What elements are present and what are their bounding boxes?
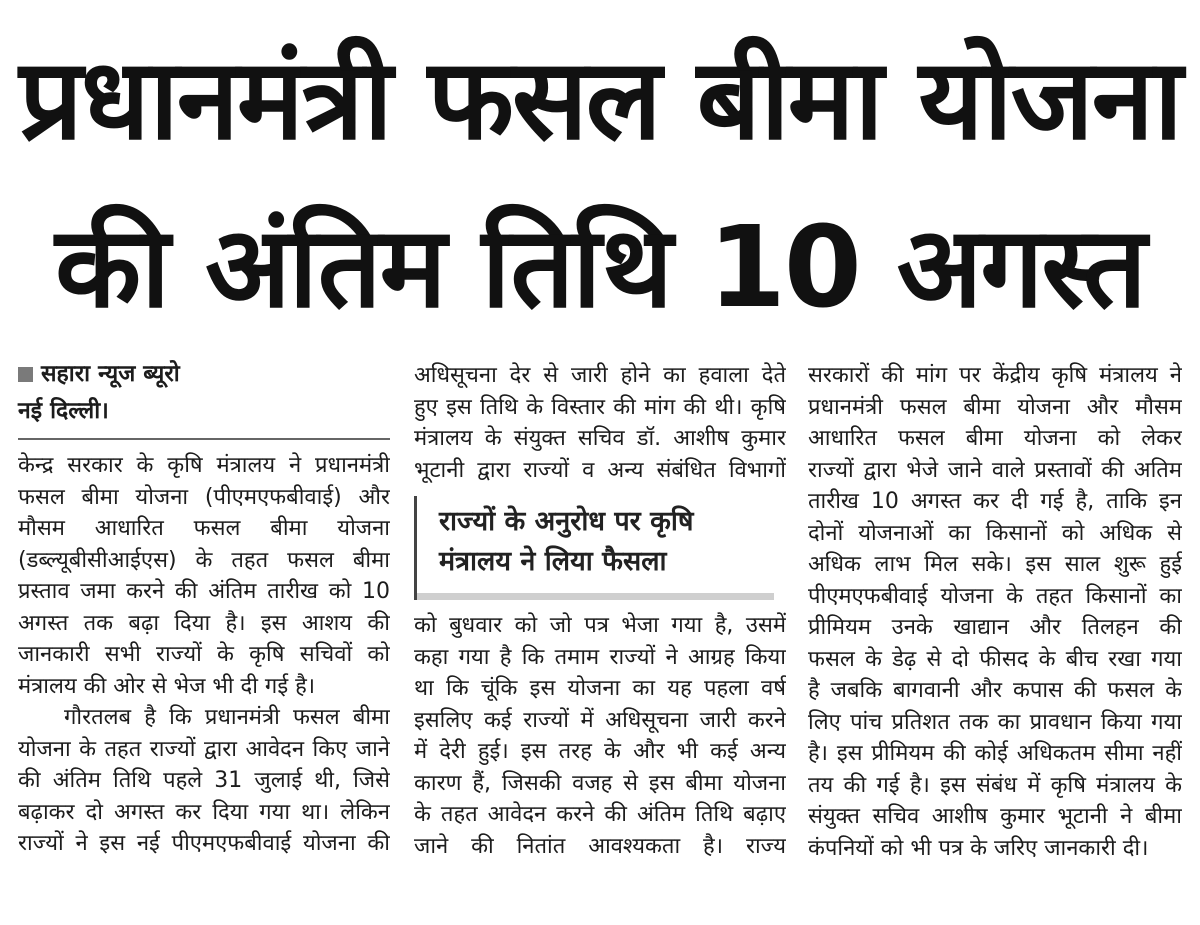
- paragraph-line: के तहत आवेदन करने की अंतिम तिथि बढ़ाए: [414, 802, 786, 827]
- paragraph-line: संयुक्त सचिव आशीष कुमार भूटानी ने बीमा: [808, 804, 1182, 829]
- paragraph-line: योजना के तहत राज्यों द्वारा आवेदन किए जाने: [18, 736, 390, 762]
- paragraph-line: बढ़ाकर दो अगस्त कर दिया गया था। लेकिन: [18, 799, 390, 825]
- paragraph-line: गौरतलब है कि प्रधानमंत्री फसल बीमा: [64, 705, 390, 730]
- paragraph-line: प्रस्ताव जमा करने की अंतिम तारीख को 10: [18, 579, 390, 604]
- paragraph-line: जाने की नितांत आवश्यकता है। राज्य: [414, 833, 786, 859]
- paragraph-line: में देरी हुई। इस तरह के और भी कई अन्य: [414, 739, 786, 764]
- article-column-2: [414, 360, 786, 862]
- article-column-3: [808, 360, 1182, 864]
- paragraph-line: की अंतिम तिथि पहले 31 जुलाई थी, जिसे: [18, 768, 390, 793]
- headline-line-1: प्रधानमंत्री फसल बीमा योजना: [19, 35, 1181, 165]
- paragraph-line: इसलिए कई राज्यों में अधिसूचना जारी करने: [414, 707, 786, 733]
- paragraph-line: हुए इस तिथि के विस्तार की मांग की थी। कृषि: [414, 394, 786, 420]
- paragraph-line: राज्यों ने इस नई पीएमएफबीवाई योजना की: [18, 831, 390, 856]
- paragraph-line: को बुधवार को जो पत्र भेजा गया है, उसमें: [414, 613, 786, 638]
- paragraph-line: फसल बीमा योजना (पीएमएफबीवाई) और: [18, 484, 390, 510]
- byline: [18, 360, 390, 388]
- square-bullet-icon: [18, 367, 33, 382]
- pullquote-underline: [417, 593, 774, 600]
- paragraph-line: केन्द्र सरकार के कृषि मंत्रालय ने प्रधानमंत्री: [18, 453, 390, 478]
- byline-divider: [18, 438, 390, 440]
- paragraph-line: है। इस प्रीमियम की कोई अधिकतम सीमा नहीं: [808, 741, 1182, 766]
- paragraph-line: अगस्त तक बढ़ा दिया है। इस आशय की: [18, 610, 390, 636]
- dateline: नई दिल्ली।: [18, 398, 109, 424]
- paragraph-line: प्रीमियम उनके खाद्यान और तिलहन की: [808, 615, 1182, 640]
- paragraph-line: अधिक लाभ मिल सके। इस साल शुरू हुई: [808, 552, 1182, 577]
- paragraph-line: (डब्ल्यूबीसीआईएस) के तहत फसल बीमा: [18, 547, 390, 573]
- paragraph-line: मंत्रालय के संयुक्त सचिव डॉ. आशीष कुमार: [414, 426, 786, 451]
- paragraph-line: तय की गई है। इस संबंध में कृषि मंत्रालय के: [808, 772, 1182, 798]
- article-column-1: [18, 360, 390, 860]
- paragraph-line: फसल के डेढ़ से दो फीसद के बीच रखा गया: [808, 646, 1182, 672]
- paragraph-line: कहा गया है कि तमाम राज्यों ने आग्रह किया: [414, 644, 786, 670]
- paragraph-line: अधिसूचना देर से जारी होने का हवाला देते: [414, 363, 786, 388]
- headline-line-2: की अंतिम तिथि 10 अगस्त: [55, 203, 1145, 333]
- paragraph-line: था कि चूंकि इस योजना का यह पहला वर्ष: [414, 676, 786, 701]
- paragraph-line: मंत्रालय की ओर से भेज भी दी गई है।: [18, 673, 316, 699]
- paragraph-line: कंपनियों को भी पत्र के जरिए जानकारी दी।: [808, 835, 1149, 861]
- paragraph-line: है जबकि बागवानी और कपास की फसल के: [808, 678, 1182, 703]
- paragraph-line: कारण हैं, जिसकी वजह से इस बीमा योजना: [414, 770, 786, 796]
- paragraph-line: सरकारों की मांग पर केंद्रीय कृषि मंत्रालय ने: [808, 363, 1182, 388]
- paragraph-line: आधारित फसल बीमा योजना को लेकर: [808, 426, 1182, 451]
- pullquote-line-1: राज्यों के अनुरोध पर कृषि: [439, 506, 694, 537]
- paragraph-line: दोनों योजनाओं का किसानों को अधिक से: [808, 520, 1182, 546]
- paragraph-line: पीएमएफबीवाई योजना के तहत किसानों का: [808, 583, 1182, 609]
- paragraph-line: लिए पांच प्रतिशत तक का प्रावधान किया गया: [808, 709, 1182, 735]
- byline-bureau: सहारा न्यूज ब्यूरो: [41, 361, 180, 387]
- paragraph-line: मौसम आधारित फसल बीमा योजना: [18, 516, 390, 541]
- paragraph-line: राज्यों द्वारा भेजे जाने वाले प्रस्तावों की अतिम: [808, 457, 1182, 483]
- pullquote-line-2: मंत्रालय ने लिया फैसला: [439, 546, 667, 577]
- paragraph-line: जानकारी सभी राज्यों के कृषि सचिवों को: [18, 642, 390, 667]
- pullquote: [414, 496, 786, 600]
- paragraph-line: प्रधानमंत्री फसल बीमा योजना और मौसम: [808, 394, 1182, 420]
- paragraph-line: भूटानी द्वारा राज्यों व अन्य संबंधित विभागों: [414, 457, 786, 483]
- paragraph-line: तारीख 10 अगस्त कर दी गई है, ताकि इन: [808, 489, 1182, 514]
